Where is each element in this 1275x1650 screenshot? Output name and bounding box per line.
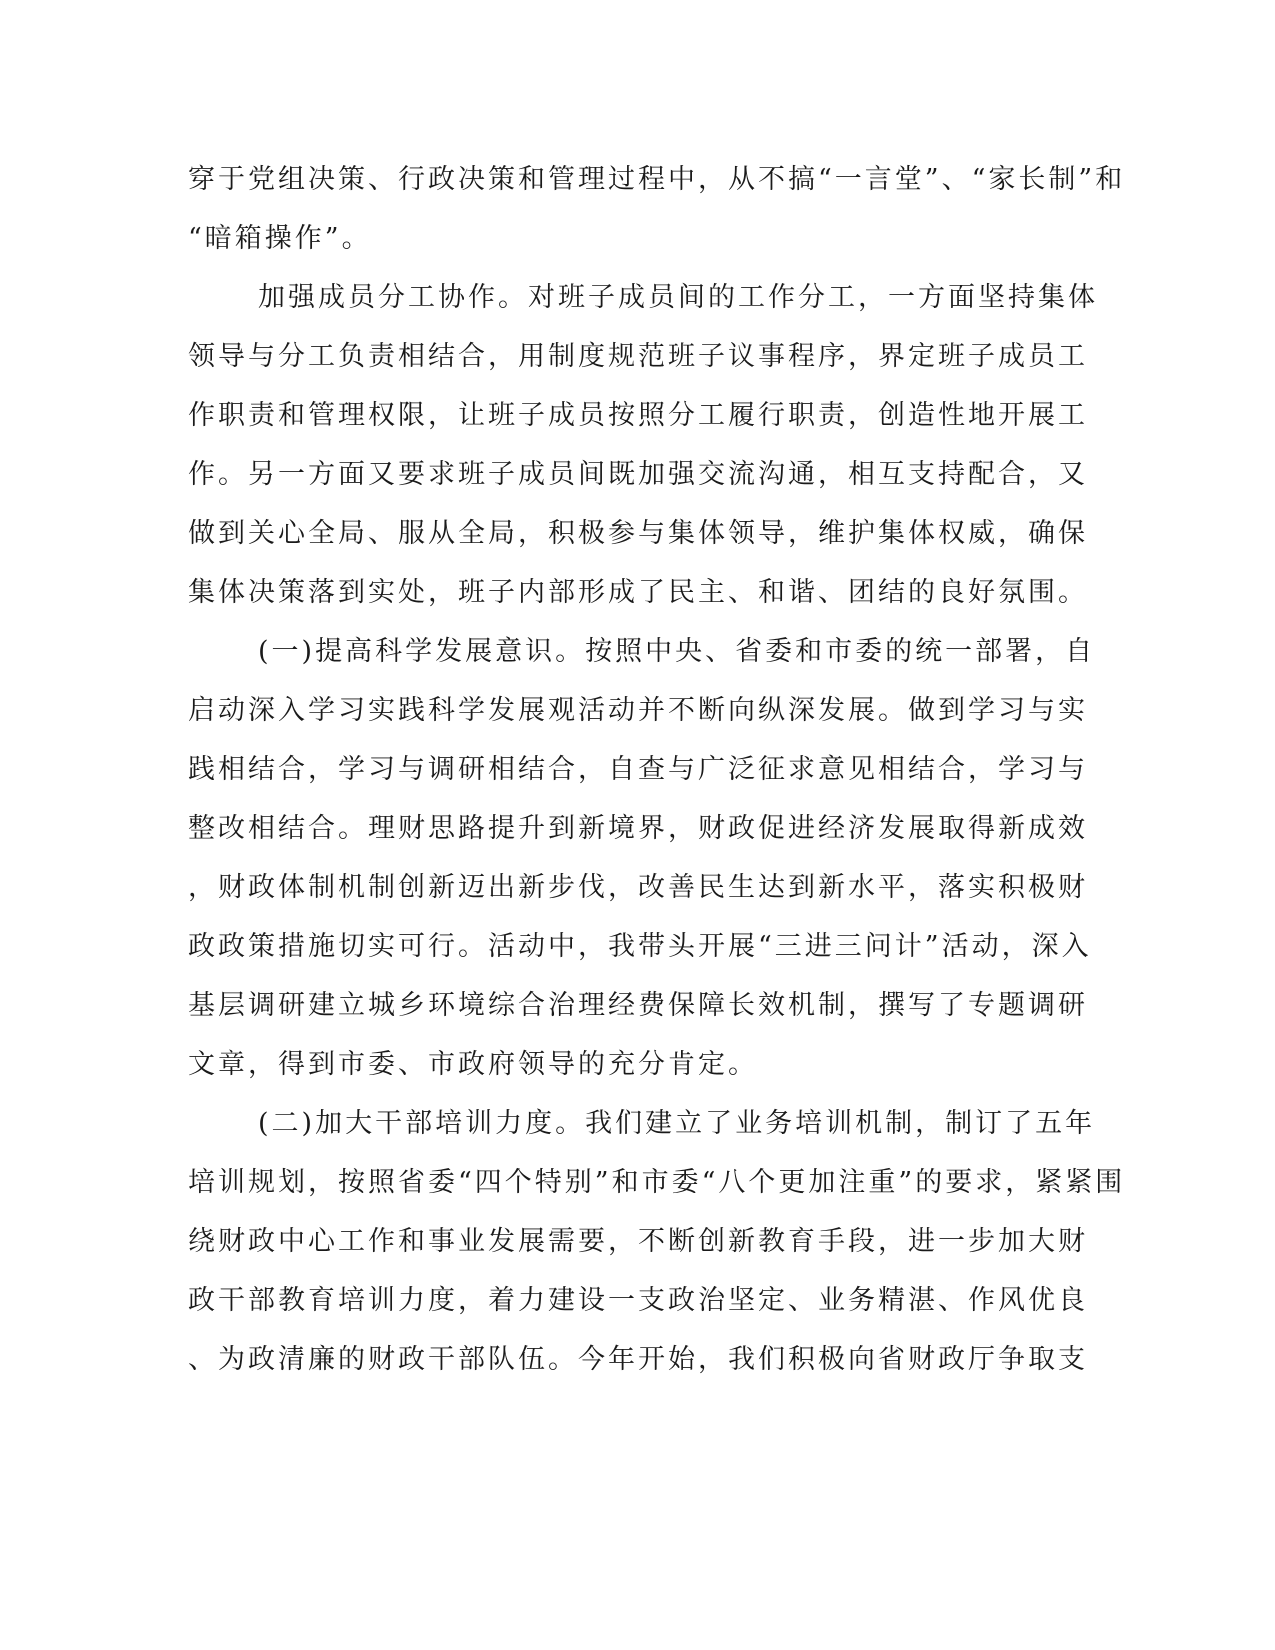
text-line: 作。另一方面又要求班子成员间既加强交流沟通，相互支持配合，又 <box>188 459 1088 490</box>
paragraph-start-line: (一)提高科学发展意识。按照中央、省委和市委的统一部署，自 <box>258 636 1096 667</box>
text-line: 穿于党组决策、行政决策和管理过程中，从不搞“一言堂”、“家长制”和 <box>188 164 1126 195</box>
text-line: 做到关心全局、服从全局，积极参与集体领导，维护集体权威，确保 <box>188 518 1088 549</box>
text-line: 培训规划，按照省委“四个特别”和市委“八个更加注重”的要求，紧紧围 <box>188 1167 1126 1198</box>
text-line: 整改相结合。理财思路提升到新境界，财政促进经济发展取得新成效 <box>188 813 1088 844</box>
text-line: 领导与分工负责相结合，用制度规范班子议事程序，界定班子成员工 <box>188 341 1088 372</box>
text-line: 集体决策落到实处，班子内部形成了民主、和谐、团结的良好氛围。 <box>188 577 1088 608</box>
text-line: 作职责和管理权限，让班子成员按照分工履行职责，创造性地开展工 <box>188 400 1088 431</box>
text-line: 、为政清廉的财政干部队伍。今年开始，我们积极向省财政厅争取支 <box>188 1344 1088 1375</box>
text-line: “暗箱操作”。 <box>188 223 372 254</box>
text-line: 践相结合，学习与调研相结合，自查与广泛征求意见相结合，学习与 <box>188 754 1088 785</box>
text-line: 基层调研建立城乡环境综合治理经费保障长效机制，撰写了专题调研 <box>188 990 1088 1021</box>
text-line: 政干部教育培训力度，着力建设一支政治坚定、业务精湛、作风优良 <box>188 1285 1088 1316</box>
text-line: 文章，得到市委、市政府领导的充分肯定。 <box>188 1049 758 1080</box>
text-line: 绕财政中心工作和事业发展需要，不断创新教育手段，进一步加大财 <box>188 1226 1088 1257</box>
paragraph-start-line: (二)加大干部培训力度。我们建立了业务培训机制，制订了五年 <box>258 1108 1096 1139</box>
text-line: 政政策措施切实可行。活动中，我带头开展“三进三问计”活动，深入 <box>188 931 1092 962</box>
paragraph-start-line: 加强成员分工协作。对班子成员间的工作分工，一方面坚持集体 <box>258 282 1098 313</box>
text-line: 启动深入学习实践科学发展观活动并不断向纵深发展。做到学习与实 <box>188 695 1088 726</box>
text-line: ，财政体制机制创新迈出新步伐，改善民生达到新水平，落实积极财 <box>188 872 1088 903</box>
